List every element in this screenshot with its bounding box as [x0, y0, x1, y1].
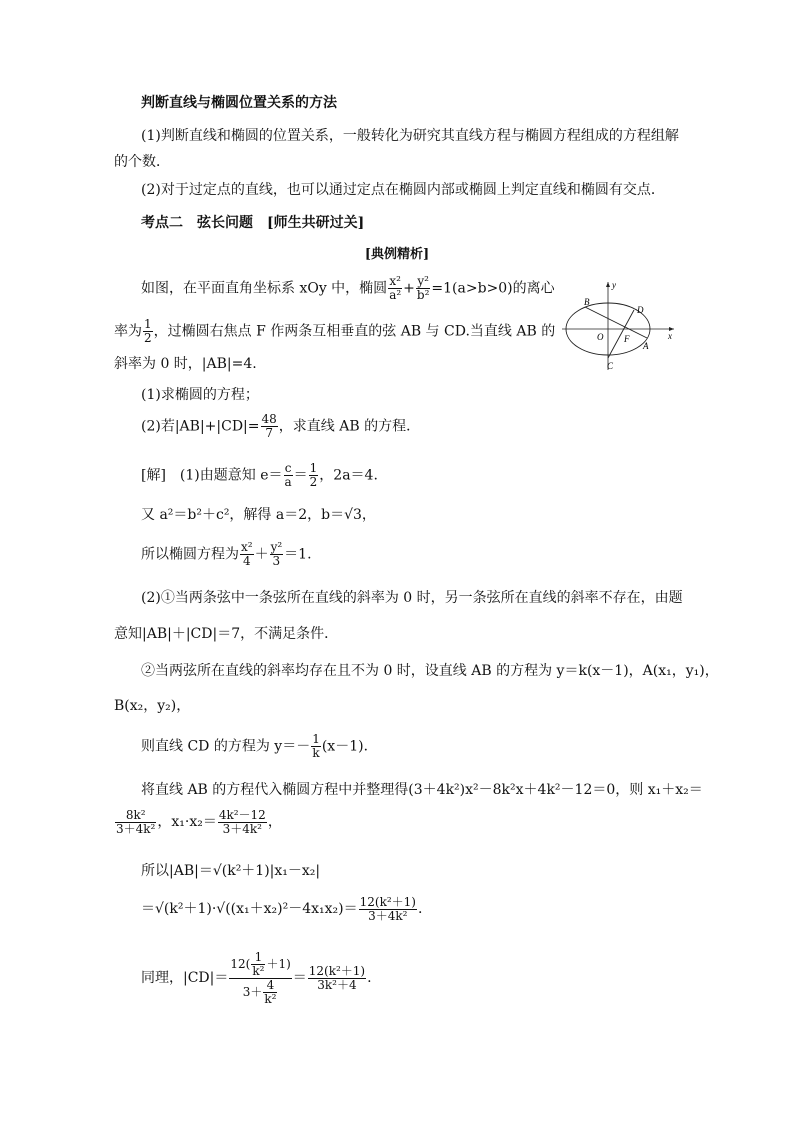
solution-s7-mid: ，x₁·x₂＝ [157, 814, 217, 830]
frac-1-k [311, 733, 321, 760]
label-a: A [643, 341, 649, 351]
problem-line1: 如图，在平面直角坐标系 xOy 中，椭圆 $\frac{\text{x²}}{\text{a²}}$ + $\frac{\text{y²}}{\text{b²}}$ =1(a>b>0)的离心 [141, 274, 555, 302]
frac-den: 2 [309, 475, 318, 489]
example-tag: [典例精析] [364, 247, 430, 262]
frac-den: b² [416, 288, 430, 302]
solution-s9-prefix: ＝√(k²＋1)·√((x₁＋x₂)²－4x₁x₂)＝ [141, 901, 358, 917]
frac-8k2 [115, 809, 156, 836]
para1-line2: 的个数． [114, 154, 170, 170]
frac-num: 12(k²＋1) [359, 894, 416, 909]
solution-s6-tail: (x－1)． [321, 738, 378, 755]
solution-line7a: 将直线 AB 的方程代入椭圆方程中并整理得(3＋4k²)x²－8k²x＋4k²－12＝0，则 x₁＋x₂＝ [141, 782, 703, 798]
problem-line2-suffix: ，过椭圆右焦点 F 作两条互相垂直的弦 AB 与 CD.当直线 AB 的 [153, 323, 556, 340]
frac-den: a² [389, 288, 402, 302]
frac-half [143, 318, 153, 345]
solution-s3-prefix: 所以椭圆方程为 [141, 546, 239, 563]
label-c: C [607, 361, 614, 371]
topic-heading: 考点二 弦长问题 [师生共研过关] [141, 215, 365, 231]
frac-den: k² [264, 991, 277, 1006]
frac-48-7 [261, 413, 278, 440]
frac-num: x² [241, 540, 253, 554]
problem-line3: 斜率为 0 时，|AB|=4. [114, 356, 257, 372]
label-y: y [612, 280, 616, 290]
frac-num: y² [417, 274, 429, 288]
solution-s10-prefix: 同理，|CD|＝ [141, 970, 229, 986]
solution-line8: 所以|AB|＝√(k²＋1)|x₁－x₂| [141, 863, 321, 879]
para2: (2)对于过定点的直线，也可以通过定点在椭圆内部或椭圆上判定直线和椭圆有交点． [141, 182, 665, 198]
equals: ＝ [292, 970, 307, 986]
question-2-suffix: ，求直线 AB 的方程． [278, 418, 421, 435]
solution-line3 [141, 541, 312, 568]
frac-num: 1 [144, 317, 152, 331]
label-x: x [668, 331, 672, 341]
frac-4-k2 [263, 979, 277, 1006]
solution-s1-tail: ，2a＝4. [319, 467, 378, 484]
frac-den: 3＋4k² [368, 908, 408, 923]
frac-num: 4k²－12 [218, 807, 266, 822]
frac-den: 4 [242, 554, 251, 568]
problem-line2-prefix: 率为 [114, 323, 142, 340]
section-title: 判断直线与椭圆位置关系的方法 [141, 95, 337, 111]
frac-den: 3 [272, 554, 281, 568]
label-f: F [624, 334, 630, 344]
solution-s10-tail: . [367, 970, 372, 986]
frac-num: x² [389, 274, 401, 288]
frac-x2-a2 [388, 275, 402, 302]
frac-num: 8k² [115, 809, 156, 823]
frac-1-k2 [251, 951, 265, 978]
solution-line6 [141, 733, 378, 760]
plus: ＋ [254, 546, 269, 563]
frac-den: k [312, 746, 320, 760]
para1-line1: (1)判断直线和椭圆的位置关系，一般转化为研究其直线方程与椭圆方程组成的方程组解 [141, 128, 679, 144]
solution-line2: 又 a²＝b²＋c²，解得 a＝2，b＝√3， [141, 507, 376, 523]
solution-line4b: 意知|AB|＋|CD|＝7，不满足条件． [114, 626, 339, 642]
solution-s7-tail: ， [267, 814, 282, 830]
frac-plus-one: ＋1 [266, 956, 287, 971]
solution-s6-prefix: 则直线 CD 的方程为 y＝－ [141, 738, 311, 755]
frac-num: 1 [312, 732, 320, 746]
frac-den: 3＋4k² [222, 821, 262, 836]
question-2 [141, 413, 420, 440]
frac-4k2-12 [218, 809, 267, 836]
frac-x2-4 [240, 541, 254, 568]
frac-den: 3＋4k² [116, 821, 156, 836]
solution-line1 [141, 462, 378, 489]
question-2-prefix: (2)若|AB|+|CD|= [141, 418, 260, 435]
equals: ＝ [293, 467, 308, 484]
frac-den-lead: 3＋ [242, 984, 263, 999]
solution-line10 [141, 948, 372, 1008]
label-o: O [597, 332, 604, 342]
frac-den: 3k²＋4 [317, 977, 357, 992]
y-axis-arrow [606, 282, 610, 287]
label-b: B [584, 297, 590, 307]
frac-den: 2 [144, 331, 152, 345]
solution-s9-tail: . [417, 901, 423, 917]
frac-1-2 [309, 462, 319, 489]
ellipse-figure [556, 276, 680, 372]
frac-ab-result [359, 896, 417, 923]
solution-line5a: ②当两弦所在直线的斜率均存在且不为 0 时，设直线 AB 的方程为 y＝k(x－1)，A(x₁，y₁)， [141, 663, 719, 679]
frac-num-lead: 12 [230, 956, 246, 971]
frac-num: 12( $\frac{1}{\text{k²}}$ ＋1) [230, 949, 291, 978]
frac-cd-result [308, 965, 366, 992]
frac-den: k² [252, 963, 265, 978]
frac-y2-b2 [416, 275, 431, 302]
frac-num: 1 [309, 461, 318, 475]
frac-num: 1 [251, 951, 265, 965]
frac-den [229, 979, 291, 1006]
frac-den: 7 [265, 426, 273, 440]
solution-line4a: (2)①当两条弦中一条弦所在直线的斜率为 0 时，另一条弦所在直线的斜率不存在，由题 [141, 590, 683, 606]
solution-s1: [解] (1)由题意知 e＝ [141, 467, 283, 484]
frac-num: 4 [263, 979, 277, 993]
frac-y2-3 [270, 541, 284, 568]
solution-line5b: B(x₂，y₂)， [114, 698, 191, 714]
frac-den: a [284, 475, 292, 489]
solution-s3-tail: ＝1. [284, 546, 312, 563]
frac-num: 12(k²＋1) [308, 963, 366, 978]
frac-cd-compound [229, 951, 291, 1006]
solution-line7b [114, 808, 282, 836]
frac-num: 48 [261, 412, 277, 426]
label-d: D [637, 305, 644, 315]
question-1: (1)求椭圆的方程； [141, 387, 259, 403]
problem-line1-suffix: =1(a>b>0)的离心 [431, 280, 555, 297]
problem-line2 [114, 318, 555, 345]
frac-num: y² [270, 540, 283, 554]
frac-c-a [284, 462, 293, 489]
frac-num: c [284, 461, 292, 475]
solution-line9 [141, 895, 422, 923]
problem-line1-prefix: 如图，在平面直角坐标系 xOy 中，椭圆 [141, 280, 388, 297]
